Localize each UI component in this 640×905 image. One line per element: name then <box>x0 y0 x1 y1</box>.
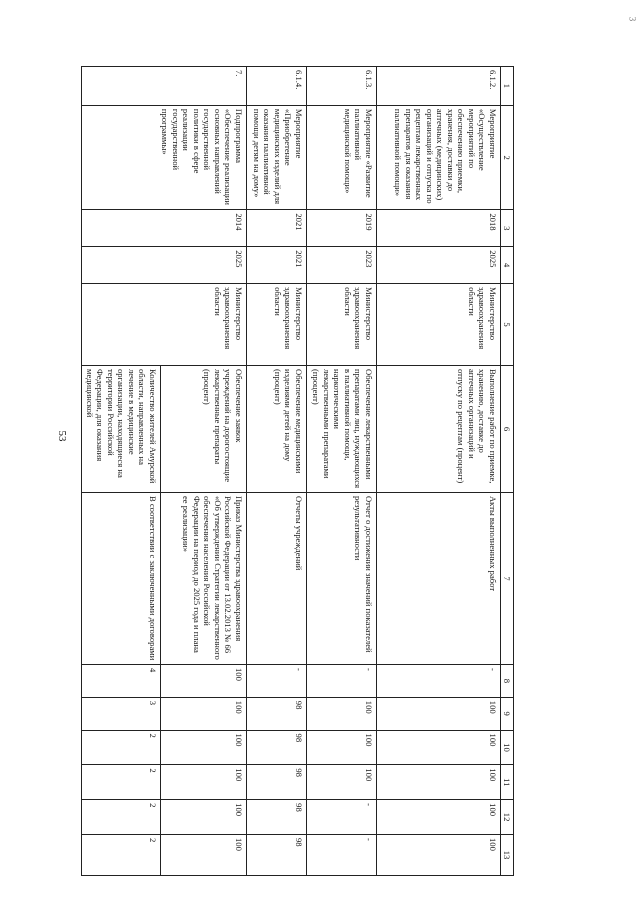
source: Приказ Министерства здравоохранения Российской Федерации от 13.02.2013 № 66 «Об утверждении Стратегии лекарственного обеспечения населения Российской Федерации на период до 2025 года и плана ее реализации» <box>160 492 246 664</box>
measure-name: Подпрограмма «Обеспечение реализации основных направлений государственной политики в сфере реализации государственной программы» <box>82 105 246 209</box>
start-year: 2018 <box>376 210 500 247</box>
value-cell: 100 <box>376 800 500 835</box>
value-cell: 100 <box>160 697 246 730</box>
col-header-2: 2 <box>500 105 513 209</box>
col-header-7: 7 <box>500 492 513 664</box>
indicator: Количество жителей Амурской области, направленных на лечение в медицинские организации, находящиеся на территории Российской Федерации, для оказания медицинской <box>82 366 160 493</box>
executor: Министерство здравоохранения области <box>82 284 246 366</box>
value-cell: 100 <box>306 697 376 730</box>
indicator: Обеспечение лекарственными препаратами лиц, нуждающихся в паллиативной помощи, наркотическими лекарственными препаратами (процент) <box>306 366 376 493</box>
value-cell: 100 <box>306 730 376 765</box>
end-year: 2025 <box>82 247 246 284</box>
end-year: 2021 <box>246 247 306 284</box>
value-cell: - <box>306 834 376 875</box>
value-cell: 2 <box>82 800 160 835</box>
source: В соответствии с заключенными договорами <box>82 492 160 664</box>
value-cell: 98 <box>246 765 306 800</box>
value-cell: 100 <box>160 665 246 698</box>
col-header-3: 3 <box>500 210 513 247</box>
col-header-5: 5 <box>500 284 513 366</box>
row-number: 7. <box>82 67 246 106</box>
executor: Министерство здравоохранения области <box>246 284 306 366</box>
table-row <box>246 67 306 876</box>
measure-name: Мероприятие «Осуществление мероприятий по обеспечению приемки, хранения, доставки до аптечных (медицинских) организаций и отпуска по рецептам лекарственных препаратов для оказания паллиативной помощи» <box>376 105 500 209</box>
indicator: Обеспечение заявок учреждений на дорогостоящие лекарственные препараты (процент) <box>160 366 246 493</box>
row-number: 6.1.4. <box>246 67 306 106</box>
start-year: 2019 <box>306 210 376 247</box>
value-cell: 100 <box>160 765 246 800</box>
value-cell: 98 <box>246 697 306 730</box>
value-cell: 4 <box>82 665 160 698</box>
row-number: 6.1.3. <box>306 67 376 106</box>
value-cell: - <box>306 800 376 835</box>
table-row <box>306 67 376 876</box>
page-number: 53 <box>56 430 68 442</box>
value-cell: 100 <box>376 697 500 730</box>
measure-name: Мероприятие «Приобретение медицинских изделий для оказания паллиативной помощи детям на дому» <box>246 105 306 209</box>
executor: Министерство здравоохранения области <box>376 284 500 366</box>
col-header-4: 4 <box>500 247 513 284</box>
col-header-1: 1 <box>500 67 513 106</box>
value-cell: 100 <box>160 834 246 875</box>
indicator: Обеспечение медицинскими изделиями детей на дому (процент) <box>246 366 306 493</box>
col-header-13: 13 <box>500 834 513 875</box>
end-year: 2023 <box>306 247 376 284</box>
value-cell: 3 <box>82 697 160 730</box>
start-year: 2014 <box>82 210 246 247</box>
table-row <box>160 67 246 876</box>
corner-mark: 3 <box>626 16 637 22</box>
rotated-table-area <box>84 66 514 876</box>
executor: Министерство здравоохранения области <box>306 284 376 366</box>
value-cell: 98 <box>246 730 306 765</box>
value-cell: 100 <box>306 765 376 800</box>
value-cell: 100 <box>160 800 246 835</box>
value-cell: 2 <box>82 730 160 765</box>
value-cell: 2 <box>82 834 160 875</box>
source: Акты выполненных работ <box>376 492 500 664</box>
value-cell: 100 <box>376 765 500 800</box>
value-cell: 98 <box>246 800 306 835</box>
col-header-11: 11 <box>500 765 513 800</box>
source: Отчеты учреждений <box>246 492 306 664</box>
col-header-12: 12 <box>500 800 513 835</box>
col-header-9: 9 <box>500 697 513 730</box>
value-cell: - <box>306 665 376 698</box>
end-year: 2025 <box>376 247 500 284</box>
value-cell: 100 <box>376 730 500 765</box>
value-cell: 100 <box>376 834 500 875</box>
col-header-10: 10 <box>500 730 513 765</box>
col-header-8: 8 <box>500 665 513 698</box>
program-measures-table <box>81 66 514 876</box>
value-cell: - <box>246 665 306 698</box>
source: Отчет о достижении значений показателей результативности <box>306 492 376 664</box>
value-cell: 98 <box>246 834 306 875</box>
start-year: 2021 <box>246 210 306 247</box>
indicator: Выполнение работ по приемке, хранению, доставке до аптечных организаций и отпуску по рецептам (процент) <box>376 366 500 493</box>
value-cell: 100 <box>160 730 246 765</box>
col-header-6: 6 <box>500 366 513 493</box>
value-cell: 2 <box>82 765 160 800</box>
value-cell: - <box>376 665 500 698</box>
table-row <box>376 67 500 876</box>
row-number: 6.1.2. <box>376 67 500 106</box>
measure-name: Мероприятие «Развитие паллиативной медицинской помощи» <box>306 105 376 209</box>
header-row <box>500 67 513 876</box>
